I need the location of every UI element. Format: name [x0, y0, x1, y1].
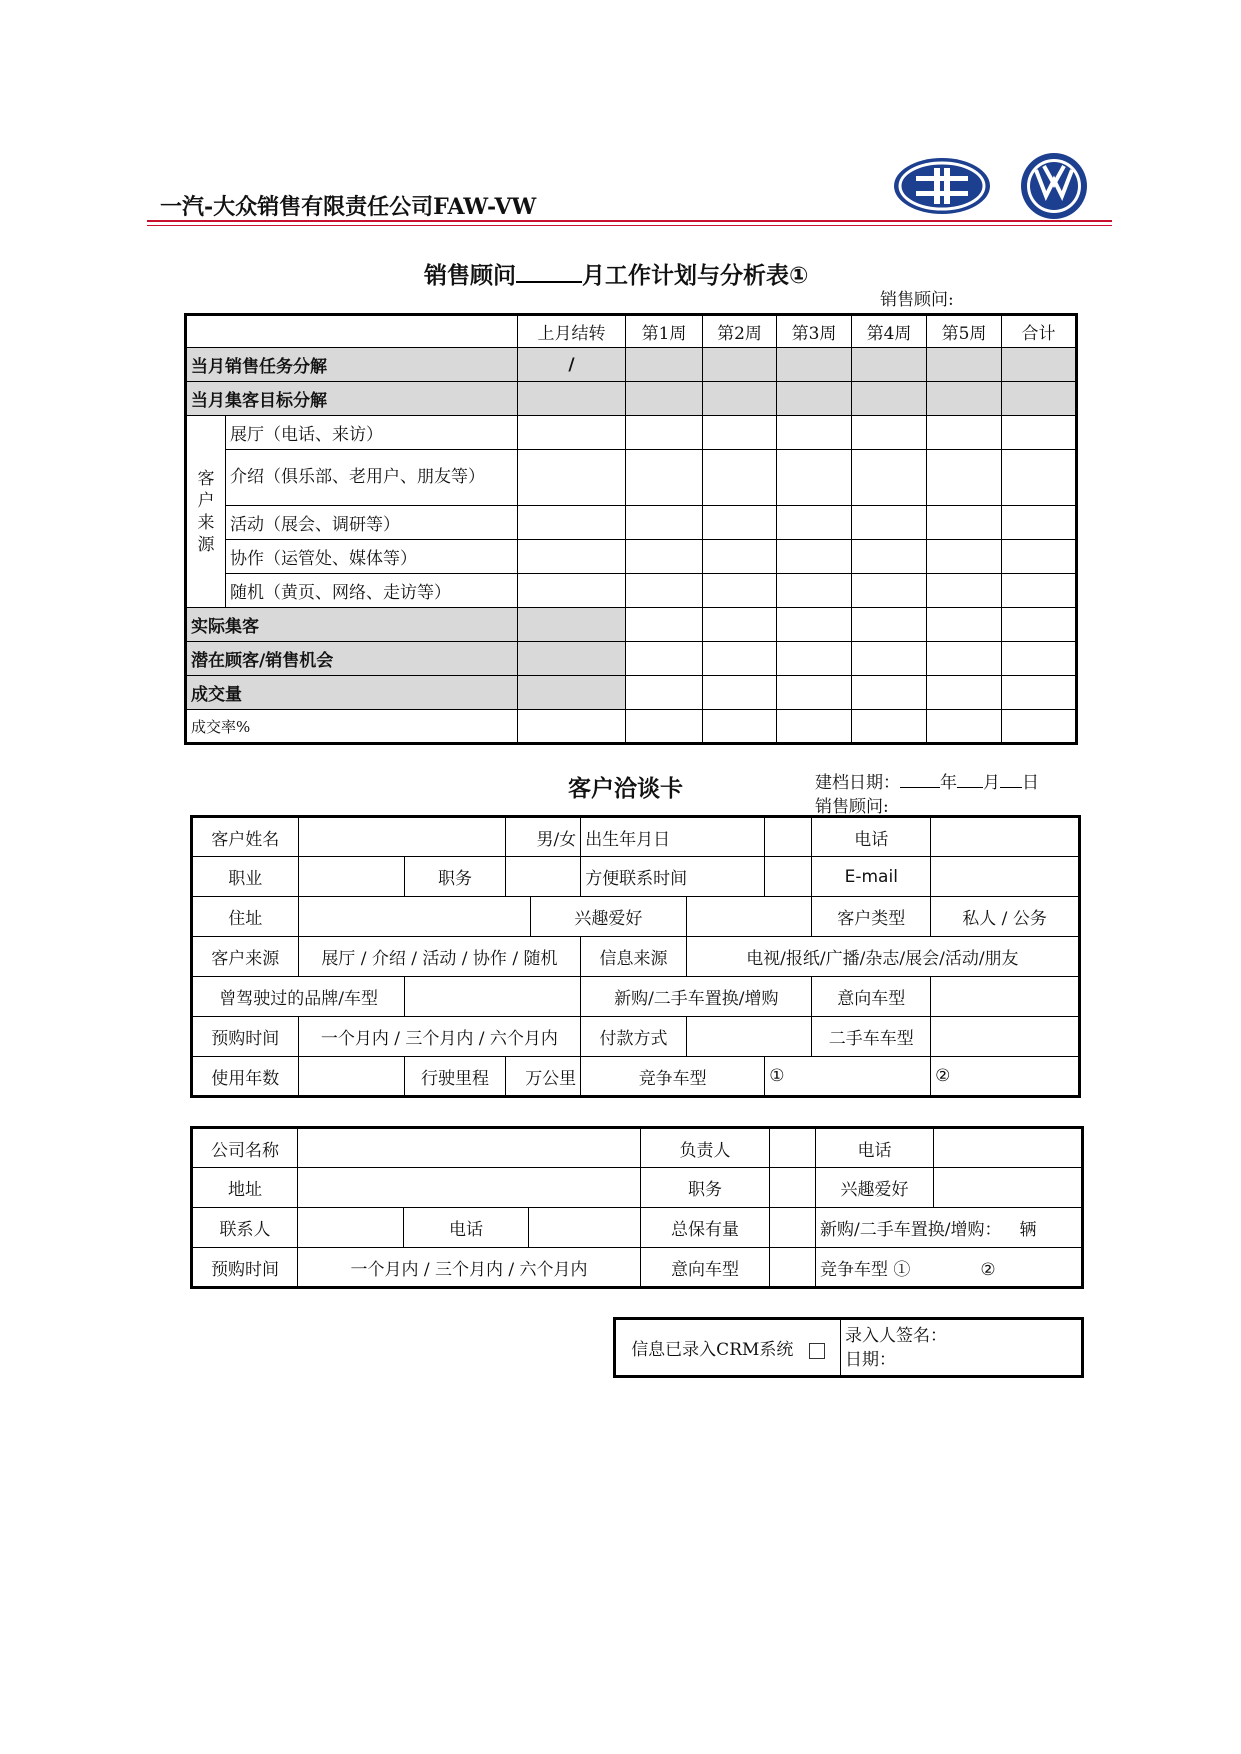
row-deals-label: 成交量	[186, 676, 518, 710]
cell[interactable]	[518, 574, 626, 608]
col-week1: 第1周	[626, 315, 703, 348]
used-model-label: 二手车车型	[812, 1017, 931, 1057]
company-hobby-field[interactable]	[934, 1168, 1083, 1208]
company-intent-field[interactable]	[770, 1248, 816, 1288]
company-intent-label: 意向车型	[641, 1248, 770, 1288]
cell[interactable]	[518, 676, 626, 710]
cell[interactable]	[852, 506, 927, 540]
source-label: 随机（黄页、网络、走访等）	[226, 574, 518, 608]
purchase-label: 新购/二手车置换/增购：	[820, 1220, 1002, 1240]
competitor-1[interactable]: ①	[765, 1057, 931, 1097]
pre-time-options[interactable]: 一个月内 / 三个月内 / 六个月内	[298, 1017, 581, 1057]
company-position-field[interactable]	[770, 1168, 816, 1208]
cell[interactable]	[1002, 540, 1077, 574]
cell[interactable]	[1002, 348, 1077, 382]
year-label: 年	[940, 773, 957, 793]
info-source-options[interactable]: 电视/报纸/广播/杂志/展会/活动/朋友	[686, 937, 1079, 977]
cell[interactable]	[518, 540, 626, 574]
cell[interactable]	[777, 608, 852, 642]
name-label: 客户姓名	[192, 817, 299, 857]
cell[interactable]	[1002, 676, 1077, 710]
cell[interactable]	[927, 676, 1002, 710]
file-date-label: 建档日期：	[815, 773, 900, 793]
competitor-label: 竞争车型	[581, 1057, 765, 1097]
source-label: 介绍（俱乐部、老用户、朋友等）	[226, 450, 518, 506]
cell[interactable]	[626, 540, 703, 574]
cell[interactable]	[927, 382, 1002, 416]
cell[interactable]	[927, 416, 1002, 450]
cell[interactable]	[703, 540, 777, 574]
cell[interactable]	[518, 450, 626, 506]
cell[interactable]	[927, 348, 1002, 382]
cell[interactable]	[927, 710, 1002, 744]
job-field[interactable]	[298, 857, 405, 897]
month-blank[interactable]	[957, 773, 983, 788]
header-rule-thin	[147, 225, 1112, 226]
row-rate	[186, 710, 1077, 744]
company-pre-time-label: 预购时间	[192, 1248, 298, 1288]
day-label: 日	[1022, 773, 1039, 793]
email-field[interactable]	[931, 857, 1080, 897]
purchase-type-options[interactable]: 新购/二手车置换/增购	[581, 977, 812, 1017]
row-visitor-target-label: 当月集客目标分解	[186, 382, 518, 416]
intent-model-label: 意向车型	[812, 977, 931, 1017]
cell[interactable]	[626, 676, 703, 710]
info-source-label: 信息来源	[581, 937, 687, 977]
table-row	[192, 857, 1080, 897]
cell[interactable]	[927, 574, 1002, 608]
row-potential	[186, 642, 1077, 676]
company-competitor-2: ②	[980, 1259, 996, 1280]
company-competitor-label: 竞争车型 ①	[820, 1259, 911, 1280]
cell[interactable]	[1002, 416, 1077, 450]
cell[interactable]	[626, 348, 703, 382]
cust-type-label: 客户类型	[812, 897, 931, 937]
address-label: 住址	[192, 897, 299, 937]
cell[interactable]	[518, 608, 626, 642]
gender-option[interactable]: 男/女	[505, 817, 580, 857]
cell[interactable]	[852, 382, 927, 416]
row-sales-task-carry: /	[518, 348, 626, 382]
pre-time-label: 预购时间	[192, 1017, 299, 1057]
cell[interactable]	[703, 676, 777, 710]
table-row	[192, 937, 1080, 977]
source-label: 活动（展会、调研等）	[226, 506, 518, 540]
plan-title	[424, 257, 808, 290]
contact-phone-label: 电话	[404, 1208, 529, 1248]
cell[interactable]	[777, 506, 852, 540]
row-deals	[186, 676, 1077, 710]
plan-header-blank	[186, 315, 518, 348]
cell[interactable]	[626, 608, 703, 642]
card-title: 客户洽谈卡	[568, 776, 683, 802]
row-visitor-target	[186, 382, 1077, 416]
company-address-label: 地址	[192, 1168, 298, 1208]
table-row	[192, 1017, 1080, 1057]
table-row	[192, 1168, 1083, 1208]
years-label: 使用年数	[192, 1057, 299, 1097]
contact-label: 联系人	[192, 1208, 298, 1248]
cell[interactable]	[703, 574, 777, 608]
name-field[interactable]	[298, 817, 505, 857]
used-model-field[interactable]	[931, 1017, 1080, 1057]
col-week3: 第3周	[777, 315, 852, 348]
cell[interactable]	[1002, 608, 1077, 642]
payment-label: 付款方式	[581, 1017, 687, 1057]
hobby-label: 兴趣爱好	[530, 897, 686, 937]
sign-date-label: 日期：	[845, 1349, 896, 1370]
vw-logo-icon	[1020, 152, 1088, 220]
row-source-random	[186, 574, 1077, 608]
manager-field[interactable]	[770, 1128, 816, 1168]
manager-label: 负责人	[641, 1128, 770, 1168]
cell[interactable]	[1002, 450, 1077, 506]
row-source-coop	[186, 540, 1077, 574]
company-phone-label: 电话	[816, 1128, 934, 1168]
cell[interactable]	[626, 506, 703, 540]
cell[interactable]	[703, 608, 777, 642]
cell[interactable]	[852, 540, 927, 574]
unit-label: 辆	[1019, 1220, 1037, 1240]
cell[interactable]	[1002, 710, 1077, 744]
cell[interactable]	[852, 574, 927, 608]
cell[interactable]	[626, 416, 703, 450]
company-position-label: 职务	[641, 1168, 770, 1208]
birth-field[interactable]	[765, 817, 812, 857]
years-field[interactable]	[298, 1057, 405, 1097]
cell[interactable]	[777, 382, 852, 416]
year-blank[interactable]	[900, 773, 940, 788]
source-group-label	[186, 416, 226, 608]
col-week5: 第5周	[927, 315, 1002, 348]
cell[interactable]	[518, 506, 626, 540]
cell[interactable]	[852, 710, 927, 744]
row-sales-task-label: 当月销售任务分解	[186, 348, 518, 382]
phone-field[interactable]	[931, 817, 1080, 857]
company-address-field[interactable]	[298, 1168, 641, 1208]
table-row	[192, 1248, 1083, 1288]
cell[interactable]	[852, 450, 927, 506]
cell[interactable]	[626, 710, 703, 744]
position-label: 职务	[405, 857, 506, 897]
payment-field[interactable]	[686, 1017, 812, 1057]
contact-time-field[interactable]	[765, 857, 812, 897]
source-label: 客户来源	[192, 937, 299, 977]
mileage-label: 行驶里程	[405, 1057, 506, 1097]
cell[interactable]	[518, 416, 626, 450]
cell[interactable]	[777, 540, 852, 574]
phone-label: 电话	[812, 817, 931, 857]
hobby-field[interactable]	[686, 897, 812, 937]
birth-label: 出生年月日	[581, 817, 765, 857]
company-table	[190, 1126, 1084, 1289]
cell[interactable]	[703, 416, 777, 450]
cell[interactable]	[626, 450, 703, 506]
crm-sign-cell[interactable]	[841, 1319, 1083, 1377]
row-sales-task	[186, 348, 1077, 382]
table-row	[192, 897, 1080, 937]
cell[interactable]	[852, 676, 927, 710]
faw-logo-icon	[892, 156, 992, 216]
mileage-field[interactable]	[505, 1057, 580, 1097]
source-options[interactable]: 展厅 / 介绍 / 活动 / 协作 / 随机	[298, 937, 581, 977]
col-week4: 第4周	[852, 315, 927, 348]
col-total: 合计	[1002, 315, 1077, 348]
cell[interactable]	[777, 348, 852, 382]
cell[interactable]	[626, 642, 703, 676]
crm-entered	[615, 1319, 841, 1377]
file-date	[815, 768, 1039, 793]
cell[interactable]	[927, 642, 1002, 676]
cust-type-options[interactable]: 私人 / 公务	[931, 897, 1080, 937]
cell[interactable]	[703, 506, 777, 540]
plan-table	[184, 313, 1078, 745]
cell[interactable]	[626, 574, 703, 608]
cell[interactable]	[777, 642, 852, 676]
cell[interactable]	[927, 450, 1002, 506]
row-source-showroom	[186, 416, 1077, 450]
table-row	[192, 1128, 1083, 1168]
col-week2: 第2周	[703, 315, 777, 348]
cell[interactable]	[777, 450, 852, 506]
contact-field[interactable]	[298, 1208, 404, 1248]
col-carry: 上月结转	[518, 315, 626, 348]
cell[interactable]	[927, 608, 1002, 642]
cell[interactable]	[1002, 382, 1077, 416]
plan-title-blank[interactable]	[516, 261, 582, 283]
table-row	[192, 1057, 1080, 1097]
table-row	[192, 817, 1080, 857]
crm-checkbox[interactable]	[809, 1343, 825, 1359]
purchase-field[interactable]	[816, 1208, 1083, 1248]
email-label: E-mail	[812, 857, 931, 897]
cell[interactable]	[626, 382, 703, 416]
row-actual-label: 实际集客	[186, 608, 518, 642]
cell[interactable]	[703, 348, 777, 382]
position-field[interactable]	[505, 857, 580, 897]
customer-table	[190, 815, 1081, 1098]
cell[interactable]	[852, 608, 927, 642]
brand-label: 曾驾驶过的品牌/车型	[192, 977, 405, 1017]
cell[interactable]	[777, 710, 852, 744]
cell[interactable]	[777, 676, 852, 710]
company-label: 公司名称	[192, 1128, 298, 1168]
day-blank[interactable]	[1000, 773, 1022, 788]
cell[interactable]	[703, 710, 777, 744]
company-phone-field[interactable]	[934, 1128, 1083, 1168]
plan-title-suffix: 月工作计划与分析表①	[582, 263, 809, 289]
row-source-referral	[186, 450, 1077, 506]
plan-header-row	[186, 315, 1077, 348]
cell[interactable]	[927, 506, 1002, 540]
mileage-unit: 万公里	[525, 1068, 577, 1089]
plan-advisor-label: 销售顾问:	[880, 290, 954, 310]
cell[interactable]	[518, 382, 626, 416]
month-label: 月	[983, 773, 1000, 793]
cell[interactable]	[1002, 506, 1077, 540]
company-hobby-label: 兴趣爱好	[816, 1168, 934, 1208]
address-field[interactable]	[298, 897, 530, 937]
signer-label: 录入人签名：	[845, 1325, 947, 1346]
company-title: 一汽-大众销售有限责任公司FAW-VW	[160, 194, 537, 220]
cell[interactable]	[703, 382, 777, 416]
cell[interactable]	[777, 416, 852, 450]
contact-phone-field[interactable]	[529, 1208, 641, 1248]
cell[interactable]	[1002, 574, 1077, 608]
job-label: 职业	[192, 857, 299, 897]
table-row	[192, 1208, 1083, 1248]
cell[interactable]	[518, 710, 626, 744]
cell[interactable]	[703, 642, 777, 676]
competitor-2[interactable]: ②	[931, 1057, 1080, 1097]
fleet-field[interactable]	[770, 1208, 816, 1248]
header-rule	[147, 220, 1112, 222]
table-row	[615, 1319, 1083, 1377]
contact-time-label: 方便联系时间	[581, 857, 765, 897]
cell[interactable]	[927, 540, 1002, 574]
company-field[interactable]	[298, 1128, 641, 1168]
plan-title-prefix: 销售顾问	[424, 263, 516, 289]
source-label: 协作（运管处、媒体等）	[226, 540, 518, 574]
company-pre-time-options[interactable]: 一个月内 / 三个月内 / 六个月内	[298, 1248, 641, 1288]
cell[interactable]	[852, 416, 927, 450]
intent-model-field[interactable]	[931, 977, 1080, 1017]
crm-box	[613, 1317, 1084, 1378]
source-group-text: 客户来源	[197, 468, 215, 555]
brand-field[interactable]	[405, 977, 581, 1017]
cell[interactable]	[852, 642, 927, 676]
row-potential-label: 潜在顾客/销售机会	[186, 642, 518, 676]
cell[interactable]	[777, 574, 852, 608]
row-source-event	[186, 506, 1077, 540]
company-competitor[interactable]	[816, 1248, 1083, 1288]
card-advisor-label: 销售顾问:	[815, 797, 889, 817]
cell[interactable]	[1002, 642, 1077, 676]
source-label: 展厅（电话、来访）	[226, 416, 518, 450]
cell[interactable]	[852, 348, 927, 382]
cell[interactable]	[518, 642, 626, 676]
cell[interactable]	[703, 450, 777, 506]
fleet-label: 总保有量	[641, 1208, 770, 1248]
row-rate-label: 成交率%	[186, 710, 518, 744]
crm-entered-label: 信息已录入CRM系统	[631, 1340, 794, 1360]
row-actual	[186, 608, 1077, 642]
table-row	[192, 977, 1080, 1017]
